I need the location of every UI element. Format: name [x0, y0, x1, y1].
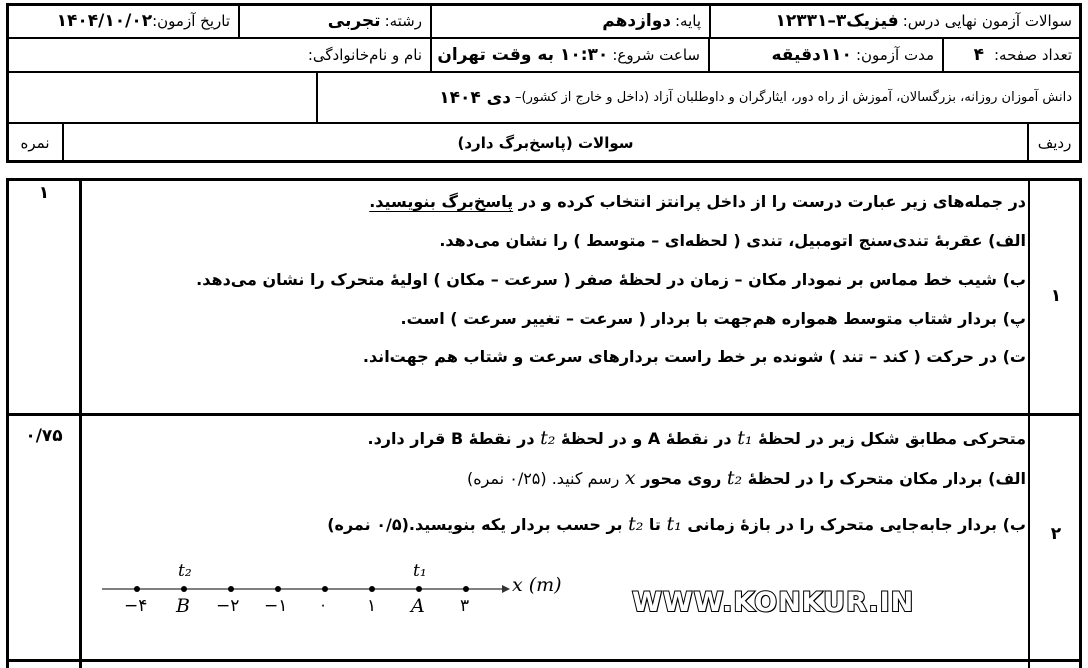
text-segment: الف) بردار مکان متحرک را در لحظهٔ — [747, 469, 1026, 488]
row-divider — [6, 659, 1082, 662]
row-column-label: ردیف — [1037, 133, 1072, 152]
name-cell[interactable] — [6, 37, 432, 73]
date-label: تاریخ آزمون: — [152, 12, 230, 30]
t1-symbol: t₁ — [737, 427, 753, 449]
question-1-row-number: ۱ — [1050, 286, 1062, 306]
score-column-divider — [79, 178, 82, 668]
question-1-intro-underlined: پاسخ‌برگ بنویسید. — [369, 192, 514, 211]
row-column-header — [1027, 122, 1082, 163]
pages-label: تعداد صفحه: — [993, 46, 1072, 64]
questions-column-label: سوالات (پاسخ‌برگ دارد) — [457, 133, 634, 152]
tick-label: −۴ — [124, 596, 148, 616]
grade-label: پایه: — [674, 12, 701, 30]
t2-symbol: t₂ — [726, 467, 743, 489]
date-cell — [6, 3, 240, 39]
question-1-item-a: الف) عقربهٔ تندی‌سنج اتومبیل، تندی ( لحظه‌ای – متوسط ) را نشان می‌دهد. — [439, 231, 1026, 250]
tick-label: −۱ — [264, 596, 288, 616]
row-divider — [6, 413, 1082, 416]
tick-label: ۳ — [460, 596, 470, 616]
axis-label: x (m) — [512, 574, 562, 596]
upper-label-b: t₂ — [178, 561, 192, 581]
grade-cell — [430, 3, 711, 39]
course-title-label: سوالات آزمون نهایی درس: — [902, 12, 1072, 30]
audience-date: دی ۱۴۰۴ — [439, 87, 511, 108]
x-symbol: x — [624, 467, 636, 489]
t1-symbol: t₁ — [666, 513, 682, 535]
text-segment: در نقطهٔ A و در لحظهٔ — [560, 429, 732, 448]
text-segment: بر حسب بردار یکه بنویسید.(۰/۵ نمره) — [327, 515, 623, 534]
date-value: ۱۴۰۴/۱۰/۰۲ — [56, 11, 153, 31]
question-1-item-c: پ) بردار شتاب متوسط همواره هم‌جهت با بردار ( سرعت – تغییر سرعت ) است. — [400, 309, 1026, 328]
question-1-intro-text: در جمله‌های زیر عبارت درست را از داخل پرانتز انتخاب کرده و در — [518, 192, 1026, 211]
name-label: نام و نام‌خانوادگی: — [307, 46, 422, 64]
number-line-figure — [100, 560, 580, 620]
duration-value: ۱۱۰دقیقه — [771, 45, 852, 65]
start-time-value: ۱۰:۳۰ به وقت تهران — [437, 45, 609, 65]
text-segment: رسم کنید. (۰/۲۵ نمره) — [466, 469, 620, 488]
field-value: تجربی — [327, 11, 381, 31]
t2-symbol: t₂ — [540, 427, 556, 449]
text-segment: تا — [648, 515, 661, 534]
tick-label: −۲ — [216, 596, 240, 616]
duration-label: مدت آزمون: — [855, 46, 934, 64]
audience-cell — [316, 71, 1082, 124]
tick-label-b: B — [176, 595, 190, 617]
text-segment: در نقطهٔ B قرار دارد. — [367, 429, 535, 448]
audience-text: دانش آموزان روزانه، بزرگسالان، آموزش از راه دور، ایثارگران و داوطلبان آزاد (داخل و خارج از کشور)– — [515, 90, 1072, 105]
pages-cell — [942, 37, 1082, 73]
question-2-item-b — [327, 513, 1026, 535]
text-segment: ب) بردار جابه‌جایی متحرک را در بازهٔ زمانی — [687, 515, 1026, 534]
tick-label: ۱ — [367, 596, 377, 616]
questions-column-header — [62, 122, 1029, 163]
tick-label-a: A — [411, 595, 425, 617]
watermark-logo: WWW.KONKUR.IN — [632, 587, 915, 618]
question-1-score: ۱ — [38, 183, 50, 203]
text-segment: متحرکی مطابق شکل زیر در لحظهٔ — [758, 429, 1026, 448]
field-cell — [238, 3, 432, 39]
question-2-row-number: ۲ — [1050, 524, 1062, 544]
question-1-item-b: ب) شیب خط مماس بر نمودار مکان – زمان در لحظهٔ صفر ( سرعت – مکان ) اولیهٔ متحرک را نشان می‌دهد. — [196, 270, 1026, 289]
start-time-cell — [430, 37, 710, 73]
field-label: رشته: — [384, 12, 422, 30]
pages-value: ۴ — [973, 45, 984, 65]
text-segment: روی محور — [641, 469, 722, 488]
t2-symbol: t₂ — [628, 513, 644, 535]
question-1-intro — [369, 192, 1026, 211]
course-title-value: فیزیک۳–۱۲۳۳۱ — [775, 11, 899, 31]
course-title-cell — [709, 3, 1082, 39]
number-line-axis — [100, 560, 580, 620]
grade-value: دوازدهم — [602, 11, 671, 31]
upper-label-a: t₁ — [413, 561, 427, 581]
question-1-item-d: ت) در حرکت ( کند – تند ) شونده بر خط راست بردارهای سرعت و شتاب هم جهت‌اند. — [362, 347, 1026, 366]
score-column-header — [6, 122, 64, 163]
score-column-label: نمره — [20, 133, 50, 152]
question-2-intro — [368, 427, 1027, 449]
question-2-item-a — [467, 467, 1026, 489]
question-2-score: ۰/۷۵ — [25, 426, 63, 446]
tick-label: ۰ — [319, 596, 328, 614]
row-column-divider — [1028, 178, 1030, 668]
start-time-label: ساعت شروع: — [612, 46, 700, 64]
audience-blank-cell — [6, 71, 318, 124]
duration-cell — [708, 37, 944, 73]
